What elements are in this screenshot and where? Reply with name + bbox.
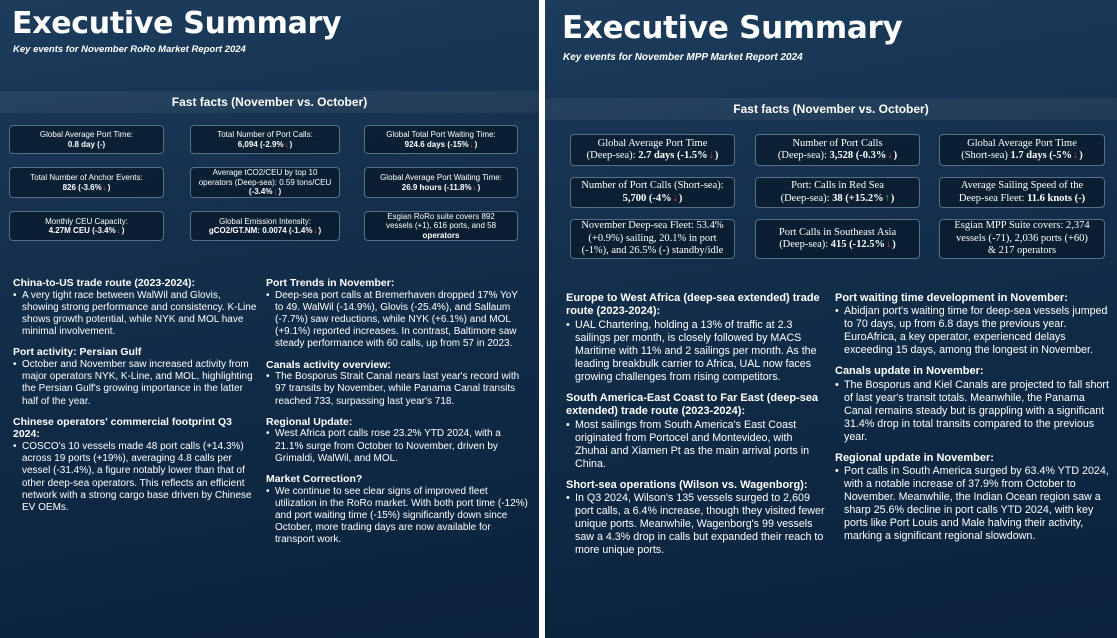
bullet-list — [13, 359, 257, 408]
fact-value-close: ) — [890, 192, 895, 204]
page-subtitle: Key events for November RoRo Market Report 2024 — [13, 44, 246, 55]
fact-text — [587, 138, 719, 163]
summary-column-left — [566, 292, 828, 565]
fact-label: Port: Calls in Red Sea — [791, 180, 884, 192]
summary-section — [835, 452, 1111, 543]
summary-column-right — [835, 292, 1111, 551]
fact-box — [190, 125, 340, 154]
bullet-item: • UAL Chartering, holding a 13% of traffic at 2.3 sailings per month, is closely followed by MACS Maritime with 11% and 2 sailings per month. As the leading breakbulk carrier to Africa, UAL now faces growing challenges from rising competitors. — [566, 319, 828, 384]
fact-value-close: ) — [289, 139, 293, 149]
bullet-item: • Most sailings from South America's East Coast originated from Portocel and Montevideo, with Zhuhai and Xiamen Pt as the main arrival ports in China. — [566, 419, 828, 471]
arrow-down-icon: ↓ — [672, 192, 678, 204]
section-heading: China-to-US trade route (2023-2024): — [13, 277, 196, 289]
bullet-list — [566, 492, 828, 557]
fact-label: (Deep-sea): — [779, 239, 831, 250]
section-heading: Port Trends in November: — [266, 277, 395, 289]
bullet-list — [835, 465, 1111, 543]
fact-value: 826 (-3.6% — [62, 182, 102, 192]
arrow-down-icon: ↓ — [887, 150, 893, 161]
summary-section — [566, 392, 828, 471]
summary-column-right — [266, 277, 528, 555]
arrow-down-icon: ↓ — [284, 139, 289, 149]
fact-text — [778, 138, 897, 163]
fact-value-close: ) — [318, 226, 322, 235]
section-heading: Europe to West Africa (deep-sea extended) trade route (2023-2024): — [566, 292, 820, 318]
fact-label: Global Average Port Waiting Time: — [380, 173, 502, 183]
summary-section — [13, 277, 257, 338]
fact-text — [581, 180, 723, 205]
arrow-down-icon: ↓ — [472, 182, 477, 192]
bullet-list — [13, 290, 257, 339]
fact-text — [781, 180, 895, 205]
arrow-down-icon: ↓ — [273, 187, 278, 197]
bullet-item: • We continue to see clear signs of improved fleet utilization in the RoRo market. With both port time (-12%) and port waiting time (-15%) significantly down since October, more trading days are now available for transport work. — [266, 486, 528, 547]
arrow-down-icon: ↓ — [116, 226, 121, 235]
bullet-item: • Port calls in South America surged by 63.4% YTD 2024, with a notable increase of 37.9% from October to November. Meanwhile, the Indian Ocean region saw a sharp 25.6% decline in port calls YTD 2024, with key ports like Port Louis and Male halving their activity, marking a significant regional slowdown. — [835, 465, 1111, 543]
page-title: Executive Summary — [12, 6, 342, 41]
fact-label: Average tCO2/CEU by top 10 — [212, 168, 318, 178]
fact-value: 0.8 day (-) — [67, 139, 106, 149]
bullet-item: • The Bosporus and Kiel Canals are projected to fall short of last year's transit totals. Meanwhile, the Panama Canal remains steady but is grappling with a significant 31.4% drop in total transits compared to the previous year. — [835, 379, 1111, 444]
fact-label: Esgian MPP Suite covers: 2,374 — [954, 220, 1090, 232]
fact-label: Global Emission Intensity: — [218, 216, 312, 226]
fact-text — [386, 212, 496, 240]
fact-label: operators (Deep-sea): 0.59 tons/CEU — [198, 177, 332, 187]
section-heading: Canals update in November: — [835, 365, 984, 378]
fast-facts-heading: Fast facts (November vs. October) — [0, 91, 539, 113]
bullet-item: • COSCO's 10 vessels made 48 port calls (+14.3%) across 19 ports (+19%), averaging 4.8 calls per vessel (-31.4%), a figure notably lower than that of other deep-sea operators. This reflects an efficient network with a strong cargo base driven by Chinese EV OEMs. — [13, 441, 257, 514]
arrow-down-icon: ↓ — [102, 182, 107, 192]
summary-section — [566, 479, 828, 557]
arrow-down-icon: ↓ — [886, 239, 892, 250]
fact-label: (-1%), and 26.5% (-) standby/idle — [581, 245, 724, 257]
fact-value-close: ) — [121, 226, 125, 235]
fact-label: Number of Port Calls — [792, 137, 883, 149]
bullet-item: • Abidjan port's waiting time for deep-sea vessels jumped to 70 days, up from 6.8 days the previous year. EuroAfrica, a key operator, experienced delays exceeding 15 days, among the longest in November. — [835, 305, 1111, 357]
arrow-down-icon: ↓ — [313, 226, 318, 235]
section-heading: Regional Update: — [266, 415, 353, 428]
fact-label: (Short-sea) — [961, 150, 1011, 161]
fact-value-close: ) — [893, 150, 898, 161]
page-subtitle: Key events for November MPP Market Report 2024 — [563, 52, 803, 63]
fact-box — [570, 219, 735, 259]
fact-label: Global Average Port Time — [597, 137, 708, 149]
section-heading: Canals activity overview: — [266, 358, 391, 371]
bullet-item: • Deep-sea port calls at Bremerhaven dropped 17% YoY to 49. WalWil (-14.9%), Glovis (-25.4%), and Sallaum (-7.7%) saw reductions, while NYK (+6.1%) and MOL (+9.1%) reported increases. In contrast, Baltimore saw steady performance with 60 calls, up from 57 in 2023. — [266, 290, 528, 351]
summary-section — [566, 292, 828, 384]
fact-box — [570, 177, 735, 208]
bullet-item: • The Bosporus Strait Canal nears last year's record with 97 transits by November, while Panama Canal transits reached 733, surpassing last year's 718. — [266, 371, 528, 408]
fact-text — [779, 227, 896, 252]
fact-label: Total Number of Anchor Events: — [30, 173, 143, 183]
fact-text — [581, 220, 723, 257]
section-heading: Chinese operators' commercial footprint Q3 2024: — [13, 415, 232, 441]
arrow-down-icon: ↓ — [1073, 150, 1079, 161]
fact-label: & 217 operators — [987, 245, 1057, 257]
fact-label: Global Average Port Time: — [39, 130, 134, 140]
fact-box — [9, 125, 164, 154]
fact-value: 4.27M CEU (-3.4% — [48, 226, 116, 235]
section-heading: South America-East Coast to Far East (deep-sea extended) trade route (2023-2024): — [566, 391, 819, 418]
fact-value-close: ) — [278, 187, 282, 197]
fact-value: 2.7 days (-1.5% — [638, 150, 708, 161]
bullet-list — [266, 371, 528, 408]
fact-value-close: ) — [1079, 150, 1083, 161]
fact-box — [755, 177, 920, 208]
fact-box — [570, 134, 735, 166]
fact-box — [939, 134, 1105, 166]
fact-label: Average Sailing Speed of the — [960, 180, 1084, 192]
fact-text — [961, 138, 1083, 163]
fact-text — [380, 173, 502, 192]
fact-box — [190, 211, 340, 241]
fact-value: 1.7 days (-5% — [1010, 150, 1073, 161]
summary-column-left — [13, 277, 257, 522]
section-heading: Regional update in November: — [835, 451, 994, 464]
fact-label: (Deep-sea): — [780, 192, 833, 204]
fact-box — [939, 219, 1105, 259]
fact-text — [40, 130, 133, 149]
fact-text — [209, 217, 321, 236]
fact-text — [45, 217, 128, 236]
fact-label: Global Total Port Waiting Time: — [386, 130, 496, 140]
fact-value: gCO2/GT.NM: 0.0074 (-1.4% — [208, 226, 313, 235]
bullet-list — [566, 419, 828, 471]
fact-label: vessels (-71), 2,036 ports (+60) — [956, 232, 1088, 244]
fact-value-close: ) — [474, 139, 478, 149]
fact-box — [9, 167, 164, 198]
arrow-down-icon: ↓ — [708, 150, 714, 161]
summary-section — [266, 277, 528, 351]
fact-label: November Deep-sea Fleet: 53.4% — [581, 220, 724, 232]
summary-section — [13, 416, 257, 514]
fast-facts-heading: Fast facts (November vs. October) — [545, 98, 1117, 120]
fact-box — [364, 211, 518, 241]
bullet-item: • October and November saw increased activity from major operators NYK, K-Line, and MOL, highlighting the Persian Gulf's growing importance in the latter half of the year. — [13, 359, 257, 408]
fact-label: Port Calls in Southeast Asia — [778, 226, 897, 238]
summary-section — [13, 346, 257, 407]
fact-label: Esgian RoRo suite covers 892 — [387, 211, 495, 221]
bullet-list — [266, 486, 528, 547]
fact-box — [190, 167, 340, 198]
fact-value: 38 (+15.2% — [832, 192, 884, 204]
fact-box — [755, 134, 920, 166]
fact-value: 26.9 hours (-11.8% — [401, 182, 472, 192]
fact-box — [939, 177, 1105, 208]
fact-label: Deep-sea Fleet: — [958, 192, 1028, 204]
fact-value: 415 (-12.5% — [830, 239, 886, 250]
summary-section — [835, 292, 1111, 357]
fact-text — [959, 180, 1085, 205]
summary-section — [266, 359, 528, 408]
fact-text — [30, 173, 143, 192]
bullet-list — [266, 428, 528, 465]
bullet-list — [566, 319, 828, 384]
bullet-item: • In Q3 2024, Wilson's 135 vessels surged to 2,609 port calls, a 6.4% increase, though they visited fewer unique ports. Meanwhile, Wagenborg's 99 vessels saw a 4.3% drop in calls but expanded their reach to more unique ports. — [566, 492, 828, 557]
bullet-list — [13, 441, 257, 514]
fact-label: (Deep-sea): — [586, 150, 639, 161]
fact-value-close: ) — [107, 182, 111, 192]
fact-label: Number of Port Calls (Short-sea): — [581, 180, 724, 192]
roro-summary-panel — [0, 0, 539, 638]
fact-box — [755, 219, 920, 259]
section-heading: Port activity: Persian Gulf — [13, 346, 142, 359]
fact-value: 6,094 (-2.9% — [237, 139, 284, 149]
fact-value: 5,700 (-4% — [622, 192, 672, 204]
fact-text — [199, 168, 332, 196]
fact-label: Monthly CEU Capacity: — [45, 216, 128, 226]
mpp-summary-panel — [545, 0, 1117, 638]
fact-value: 3,528 (-0.3% — [829, 150, 887, 161]
arrow-down-icon: ↓ — [469, 139, 474, 149]
fact-value: 924.6 days (-15% — [404, 139, 469, 149]
section-heading: Short-sea operations (Wilson vs. Wagenborg): — [566, 478, 808, 491]
fact-value: 11.6 knots (-) — [1027, 192, 1086, 204]
fact-box — [364, 125, 518, 154]
fact-text — [217, 130, 313, 149]
fact-text — [954, 220, 1089, 257]
fact-value: operators — [422, 230, 460, 240]
page-title: Executive Summary — [562, 10, 903, 46]
bullet-list — [835, 379, 1111, 444]
bullet-list — [266, 290, 528, 351]
fact-value-close: ) — [714, 150, 719, 161]
summary-section — [835, 365, 1111, 443]
section-heading: Port waiting time development in November: — [835, 292, 1068, 304]
fact-label: vessels (+1), 616 ports, and 58 — [385, 221, 497, 231]
fact-label: (Deep-sea): — [777, 150, 830, 161]
summary-section — [266, 473, 528, 547]
fact-value-close: ) — [477, 182, 481, 192]
arrow-up-icon: ↑ — [884, 192, 890, 204]
bullet-item: • West Africa port calls rose 23.2% YTD 2024, with a 21.1% surge from October to November, driven by Grimaldi, WalWil, and MOL. — [266, 428, 528, 465]
fact-label: Total Number of Port Calls: — [217, 130, 313, 140]
fact-label: Global Average Port Time — [967, 137, 1077, 149]
summary-section — [266, 416, 528, 465]
fact-box — [9, 211, 164, 241]
fact-value: (-3.4% — [248, 187, 273, 197]
section-heading: Market Correction? — [266, 473, 363, 486]
fact-text — [386, 130, 495, 149]
bullet-item: • A very tight race between WalWil and Glovis, showing strong performance and consistency. K-Line shows growth potential, while NYK and MOL have minimal involvement. — [13, 290, 257, 339]
fact-box — [364, 167, 518, 198]
fact-value-close: ) — [892, 239, 896, 250]
bullet-list — [835, 305, 1111, 357]
fact-label: (+0.9%) sailing, 20.1% in port — [588, 232, 717, 244]
fact-value-close: ) — [678, 192, 683, 204]
